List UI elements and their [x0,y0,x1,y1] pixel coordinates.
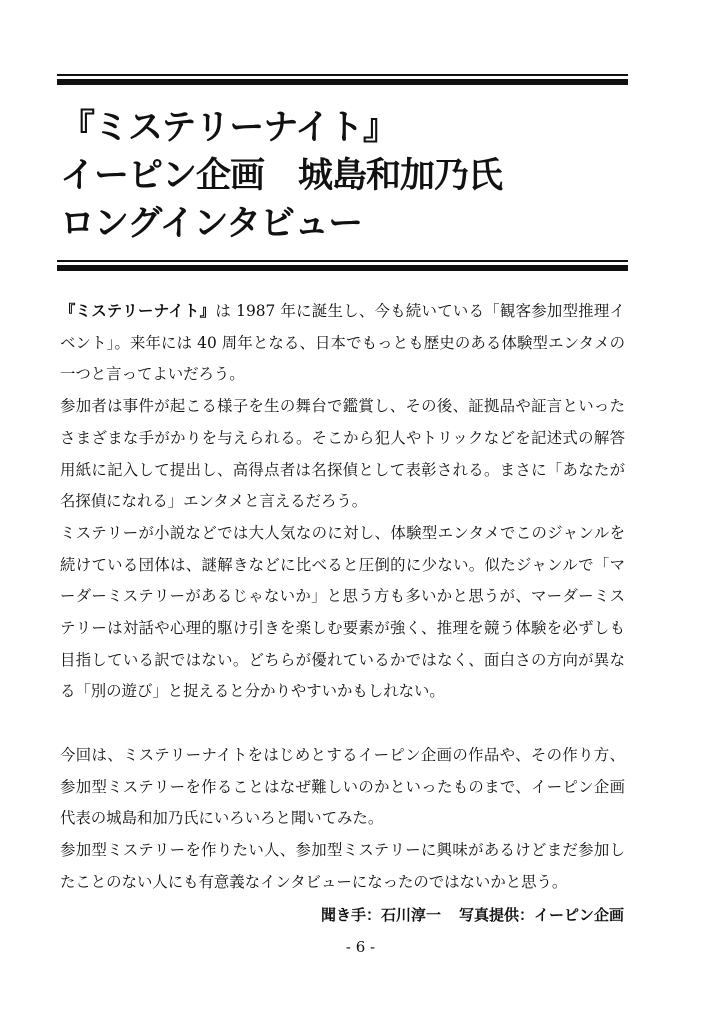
interviewer-credit: 聞き手：石川淳一 [320,906,441,924]
intro-paragraph-1 [60,296,625,391]
intro-paragraph-1-text: は 1987 年に誕生し、今も続いている「観客参加型推理イベント」。来年には 40 周年となる、日本でもっとも歴史のある体験型エンタメの一つと言ってよいだろう。 [60,302,625,384]
bottom-double-rule [57,260,628,271]
intro-paragraph-4: 今回は、ミステリーナイトをはじめとするイーピン企画の作品や、その作り方、参加型ミステリーを作ることはなぜ難しいのかといったものまで、イーピン企画代表の城島和加乃氏にいろいろと聞いてみた。 [60,745,625,828]
intro-paragraph-2: 参加者は事件が起こる様子を生の舞台で鑑賞し、その後、証拠品や証言といったさまざまな手がかりを与えられる。そこから犯人やトリックなどを記述式の解答用紙に記入して提出し、高得点者は名探偵として表彰される。まさに「あなたが名探偵になれる」エンタメと言えるだろう。 [60,397,625,511]
intro-lead-title: 『ミステリーナイト』 [60,302,216,320]
credits [321,904,624,925]
title-line-1: 『ミステリーナイト』 [60,108,397,148]
title-line-2: イーピン企画 城島和加乃氏 [60,156,503,196]
intro-paragraph-5: 参加型ミステリーを作りたい人、参加型ミステリーに興味があるけどまだ参加したことのない人にも有意義なインタビューになったのではないかと思う。 [60,840,625,891]
article-intro [60,296,625,898]
title-line-3: ロングインタビュー [60,204,363,244]
top-double-rule [57,74,628,85]
page-number: - 6 - [345,938,376,956]
intro-paragraph-3: ミステリーが小説などでは大人気なのに対し、体験型エンタメでこのジャンルを続けている団体は、謎解きなどに比べると圧倒的に少ない。似たジャンルで「マーダーミステリーがあるじゃないか」と思う方も多いかと思うが、マーダーミステリーは対話や心理的駆け引きを楽しむ要素が強く、推理を競う体験を必ずしも目指している訳ではない。どちらが優れているかではなく、面白さの方向が異なる「別の遊び」と捉えると分かりやすいかもしれない。 [60,523,625,701]
photo-credit: 写真提供：イーピン企画 [458,906,624,924]
article-title [60,104,650,248]
